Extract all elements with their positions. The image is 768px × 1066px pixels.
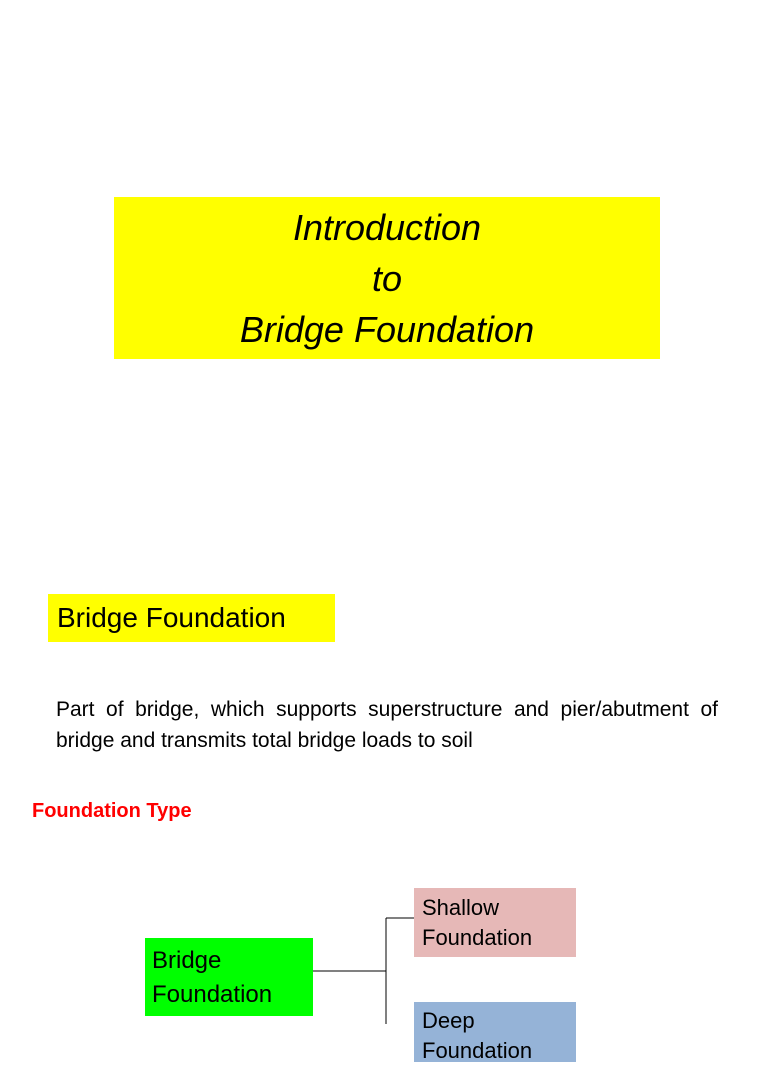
title-line-1: Introduction (292, 206, 482, 248)
deep-node-line-2: Foundation (422, 1038, 533, 1063)
title-line-2: to (371, 257, 403, 299)
title-box (114, 197, 660, 359)
definition-text: Part of bridge, which supports superstructure and pier/abutment of bridge and transmits total bridge loads to soil (56, 698, 718, 752)
root-node-line-2: Foundation (152, 981, 273, 1008)
deep-foundation-node (414, 1002, 576, 1062)
title-line-3: Bridge Foundation (239, 308, 535, 350)
shallow-node-line-1: Shallow (422, 895, 500, 920)
section-heading: Bridge Foundation (48, 594, 335, 642)
bridge-foundation-node (145, 938, 313, 1016)
shallow-node-line-2: Foundation (422, 925, 533, 950)
root-node-line-1: Bridge (152, 947, 222, 974)
deep-node-line-1: Deep (422, 1008, 475, 1033)
foundation-type-label: Foundation Type (32, 800, 192, 822)
shallow-foundation-node (414, 888, 576, 957)
